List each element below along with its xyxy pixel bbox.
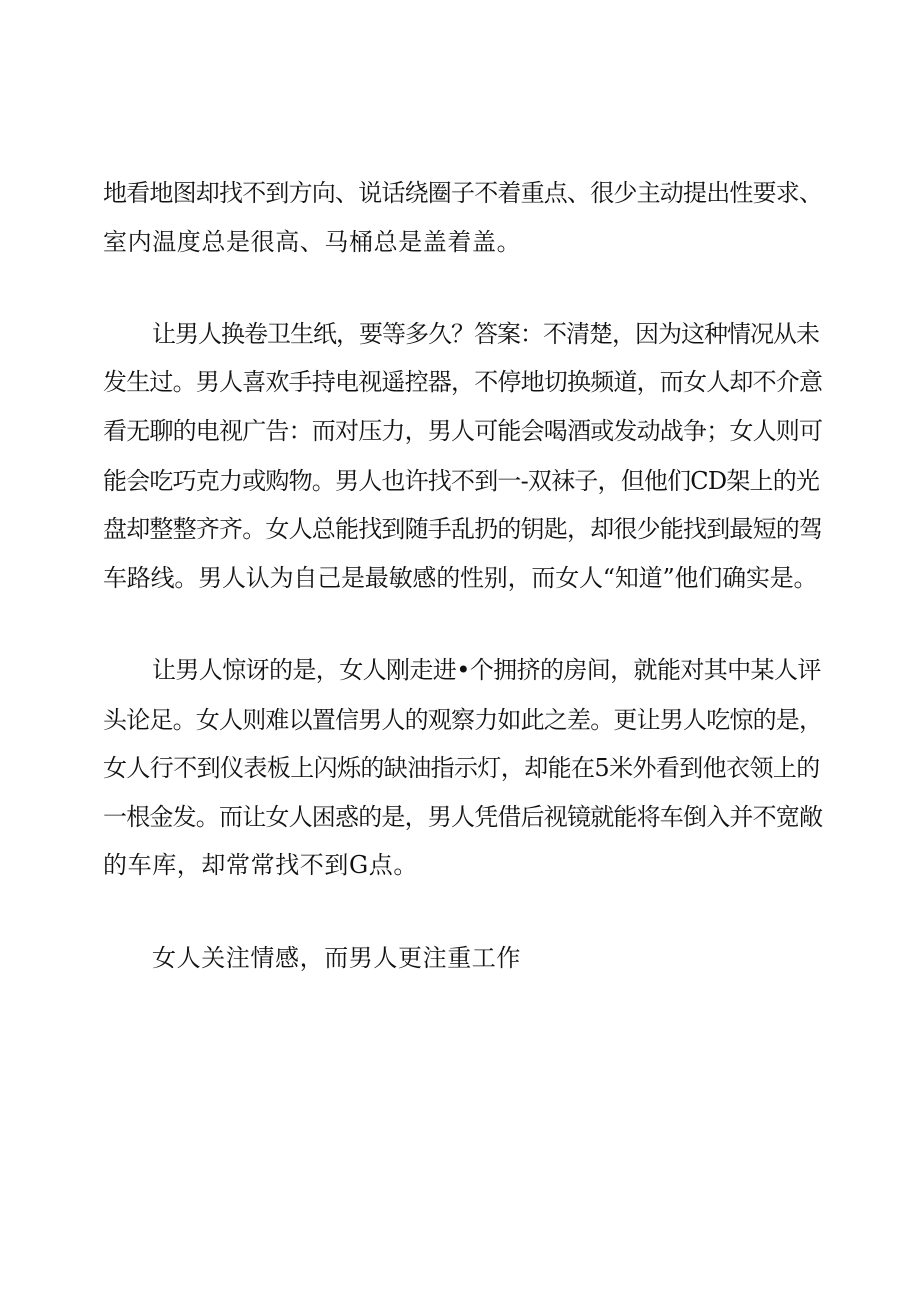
text-line: 一根金发。而让女人困惑的是，男人凭借后视镜就能将车倒入并不宽敞 xyxy=(103,803,823,831)
text-line: 让男人换卷卫生纸，要等多久？答案：不清楚，因为这种情况从未 xyxy=(152,320,819,348)
text-line: 看无聊的电视广告：而对压力，男人可能会喝酒或发动战争；女人则可 xyxy=(103,417,823,445)
text-line: 地看地图却找不到方向、说话绕圈子不着重点、很少主动提出性要求、 xyxy=(103,179,823,207)
text-line: 盘却整整齐齐。女人总能找到随手乱扔的钥匙，却很少能找到最短的驾 xyxy=(103,515,823,543)
text-line: 发生过。男人喜欢手持电视遥控器，不停地切换频道，而女人却不介意 xyxy=(103,368,823,396)
text-line: 让男人惊讶的是，女人刚走进•个拥挤的房间，就能对其中某人评 xyxy=(152,656,821,684)
text-line: 女人行不到仪表板上闪烁的缺油指示灯，却能在5米外看到他衣领上的 xyxy=(103,754,820,782)
text-line: 室内温度总是很高、马桶总是盖着盖。 xyxy=(103,228,522,256)
text-line: 能会吃巧克力或购物。男人也许找不到一-双袜子，但他们CD架上的光 xyxy=(103,467,820,495)
text-line: 头论足。女人则难以置信男人的观察力如此之差。更让男人吃惊的是， xyxy=(103,706,823,734)
text-line: 的车库，却常常找不到G点。 xyxy=(103,851,418,879)
text-line: 车路线。男人认为自己是最敏感的性别，而女人“知道”他们确实是。 xyxy=(103,564,818,592)
text-line: 女人关注情感，而男人更注重工作 xyxy=(152,944,521,972)
